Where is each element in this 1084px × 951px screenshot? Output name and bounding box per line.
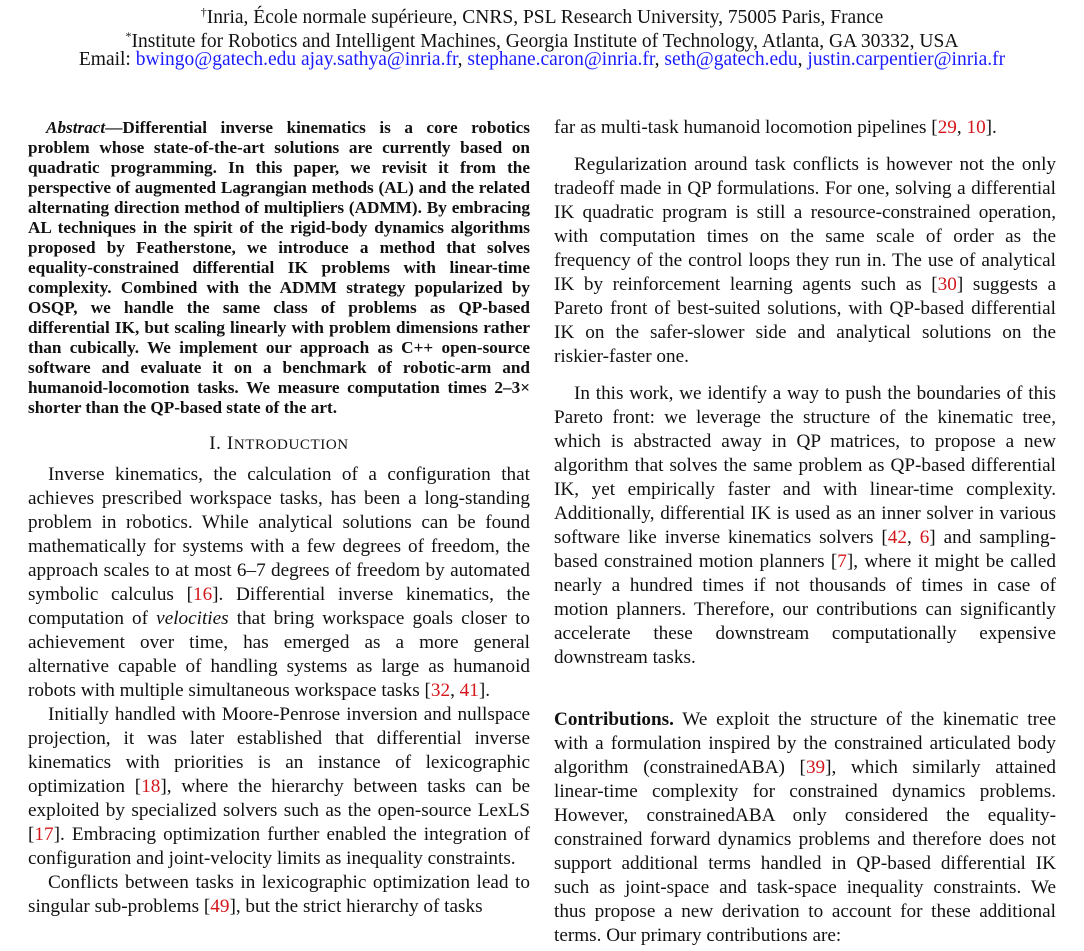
affiliation-gatech-text: Institute for Robotics and Intelligent Machines, Georgia Institute of Technology, Atlanta, GA 30332, USA <box>131 31 959 52</box>
text-run: ], which similarly attained linear-time complexity for constrained dynamics problems. However, constrainedABA only considered the equality-constrained forward dynamics problems and therefore does not support additional terms handled in QP-based differential IK such as joint-space and task-space inequality constraints. We thus propose a new derivation to account for these additional terms. Our primary contributions are: <box>554 757 1056 946</box>
section-title-first: I <box>226 433 234 454</box>
text-run: We exploit the structure of the kinematic tree with a formulation inspired by the constrained articulated body algorithm (constrainedABA) [ <box>554 709 1056 778</box>
affiliation-gatech <box>0 24 1084 52</box>
section-title-rest: NTRODUCTION <box>233 437 349 453</box>
affiliation-inria-text: Inria, École normale supérieure, CNRS, PSL Research University, 75005 Paris, France <box>206 7 884 28</box>
text-run: ]. <box>985 117 997 138</box>
section-number: I. <box>209 433 222 454</box>
text-run: that bring workspace goals closer to achievement over time, has emerged as a more general alternative capable of handling systems as large as humanoid robots with multiple simultaneous workspace tasks [ <box>28 608 530 701</box>
text-run: In this work, we identify a way to push the boundaries of this Pareto front: we leverage the structure of the kinematic tree, which is abstracted away in QP matrices, to propose a new algorithm that solves the same problem as QP-based differential IK, yet empirically faster and with linear-time complexity. Additionally, differential IK is used as an inner solver in various software like inverse kinematics solvers [ <box>554 383 1056 548</box>
section-heading-introduction <box>28 432 530 457</box>
abstract-text: —Differential inverse kinematics is a core robotics problem whose state-of-the-art solutions are currently based on quadratic programming. In this paper, we revisit it from the perspective of augmented Lagrangian methods (AL) and the related alternating direction method of multipliers (ADMM). By embracing AL techniques in the spirit of the rigid-body dynamics algorithms proposed by Featherstone, we introduce a method that solves equality-constrained differential IK problems with linear-time complexity. Combined with the ADMM strategy popularized by OSQP, we handle the same class of problems as QP-based differential IK, but scaling linearly with problem dimensions rather than cubically. We implement our approach as C++ open-source software and evaluate it on a benchmark of robotic-arm and humanoid-locomotion tasks. We measure computation times 2–3× shorter than the QP-based state of the art. <box>28 118 530 417</box>
citation-link[interactable]: 18 <box>141 776 161 797</box>
citation-link[interactable]: 17 <box>34 824 54 845</box>
text-run: ], but the strict hierarchy of tasks <box>229 896 483 917</box>
text-run: , <box>906 527 920 548</box>
affiliation-inria <box>0 0 1084 28</box>
affiliation-mark: * <box>125 29 132 43</box>
citation-link[interactable]: 16 <box>192 584 213 605</box>
paragraph <box>28 703 530 871</box>
email-link[interactable]: bwingo@gatech.edu <box>135 49 297 70</box>
email-link[interactable]: seth@gatech.edu <box>664 49 798 70</box>
citation-link[interactable]: 41 <box>459 680 479 701</box>
email-link[interactable]: justin.carpentier@inria.fr <box>807 49 1006 70</box>
paragraph-contributions <box>554 708 1056 948</box>
citation-link[interactable]: 39 <box>805 757 826 778</box>
text-run: , <box>450 680 460 701</box>
paragraph <box>28 871 530 919</box>
text-run: ]. Embracing optimization further enabled the integration of configuration and joint-velocity limits as inequality constraints. <box>28 824 530 869</box>
citation-link[interactable]: 42 <box>887 527 907 548</box>
paragraph <box>554 153 1056 369</box>
text-run: ] and sampling-based constrained motion planners [ <box>554 527 1056 572</box>
email-label: Email: <box>78 49 131 70</box>
paragraph <box>28 463 530 703</box>
abstract <box>28 118 530 418</box>
author-affiliations <box>0 0 1084 72</box>
text-run: ] suggests a Pareto front of best-suited solutions, with QP-based differential IK on the safer-slower side and analytical solutions on the riskier-faster one. <box>554 274 1056 367</box>
email-link[interactable]: stephane.caron@inria.fr <box>467 49 655 70</box>
text-run: Inverse kinematics, the calculation of a configuration that achieves prescribed workspace tasks, has been a long-standing problem in robotics. While analytical solutions can be found mathematically for systems with a few degrees of freedom, the approach scales to at most 6–7 degrees of freedom by automated symbolic calculus [ <box>28 464 530 605</box>
text-run: , <box>956 117 967 138</box>
text-run: Initially handled with Moore-Penrose inversion and nullspace projection, it was later established that differential inverse kinematics with priorities is an instance of lexicographic optimization [ <box>28 704 530 797</box>
email-line: Email: bwingo@gatech.edu ajay.sathya@inria.fr, stephane.caron@inria.fr, seth@gatech.edu, justin.carpentier@inria.fr <box>78 49 1006 70</box>
citation-link[interactable]: 29 <box>937 117 957 138</box>
left-column <box>28 116 530 919</box>
emphasis: velocities <box>156 608 229 629</box>
right-column <box>554 116 1056 948</box>
contributions-heading: Contributions. <box>554 709 674 730</box>
citation-link[interactable]: 30 <box>937 274 957 295</box>
text-run: Conflicts between tasks in lexicographic optimization lead to singular sub-problems [ <box>28 872 530 917</box>
text-run: ]. <box>478 680 491 701</box>
email-link[interactable]: ajay.sathya@inria.fr <box>300 49 458 70</box>
citation-link[interactable]: 49 <box>210 896 230 917</box>
citation-link[interactable]: 10 <box>966 117 986 138</box>
citation-link[interactable]: 32 <box>430 680 451 701</box>
affiliation-mark: † <box>200 5 207 19</box>
paragraph <box>554 116 1056 140</box>
text-run: ], where the hierarchy between tasks can be exploited by specialized solvers such as the open-source LexLS [ <box>28 776 530 845</box>
citation-link[interactable]: 7 <box>837 551 847 572</box>
text-run: far as multi-task humanoid locomotion pipelines [ <box>554 117 938 138</box>
paragraph <box>554 382 1056 670</box>
citation-link[interactable]: 6 <box>919 527 930 548</box>
abstract-lead: Abstract <box>46 118 106 137</box>
text-run: Regularization around task conflicts is however not the only tradeoff made in QP formulations. For one, solving a differential IK quadratic program is still a resource-constrained operation, with computation times on the same scale of order as the frequency of the control loops they run in. The use of analytical IK by reinforcement learning agents such as [ <box>554 154 1056 295</box>
text-run: ]. Differential inverse kinematics, the computation of <box>28 584 530 629</box>
text-run: ], where it might be called nearly a hundred times if not thousands of times in case of motion planners. Therefore, our contributions can significantly accelerate these downstream computationally expensive downstream tasks. <box>554 551 1056 668</box>
